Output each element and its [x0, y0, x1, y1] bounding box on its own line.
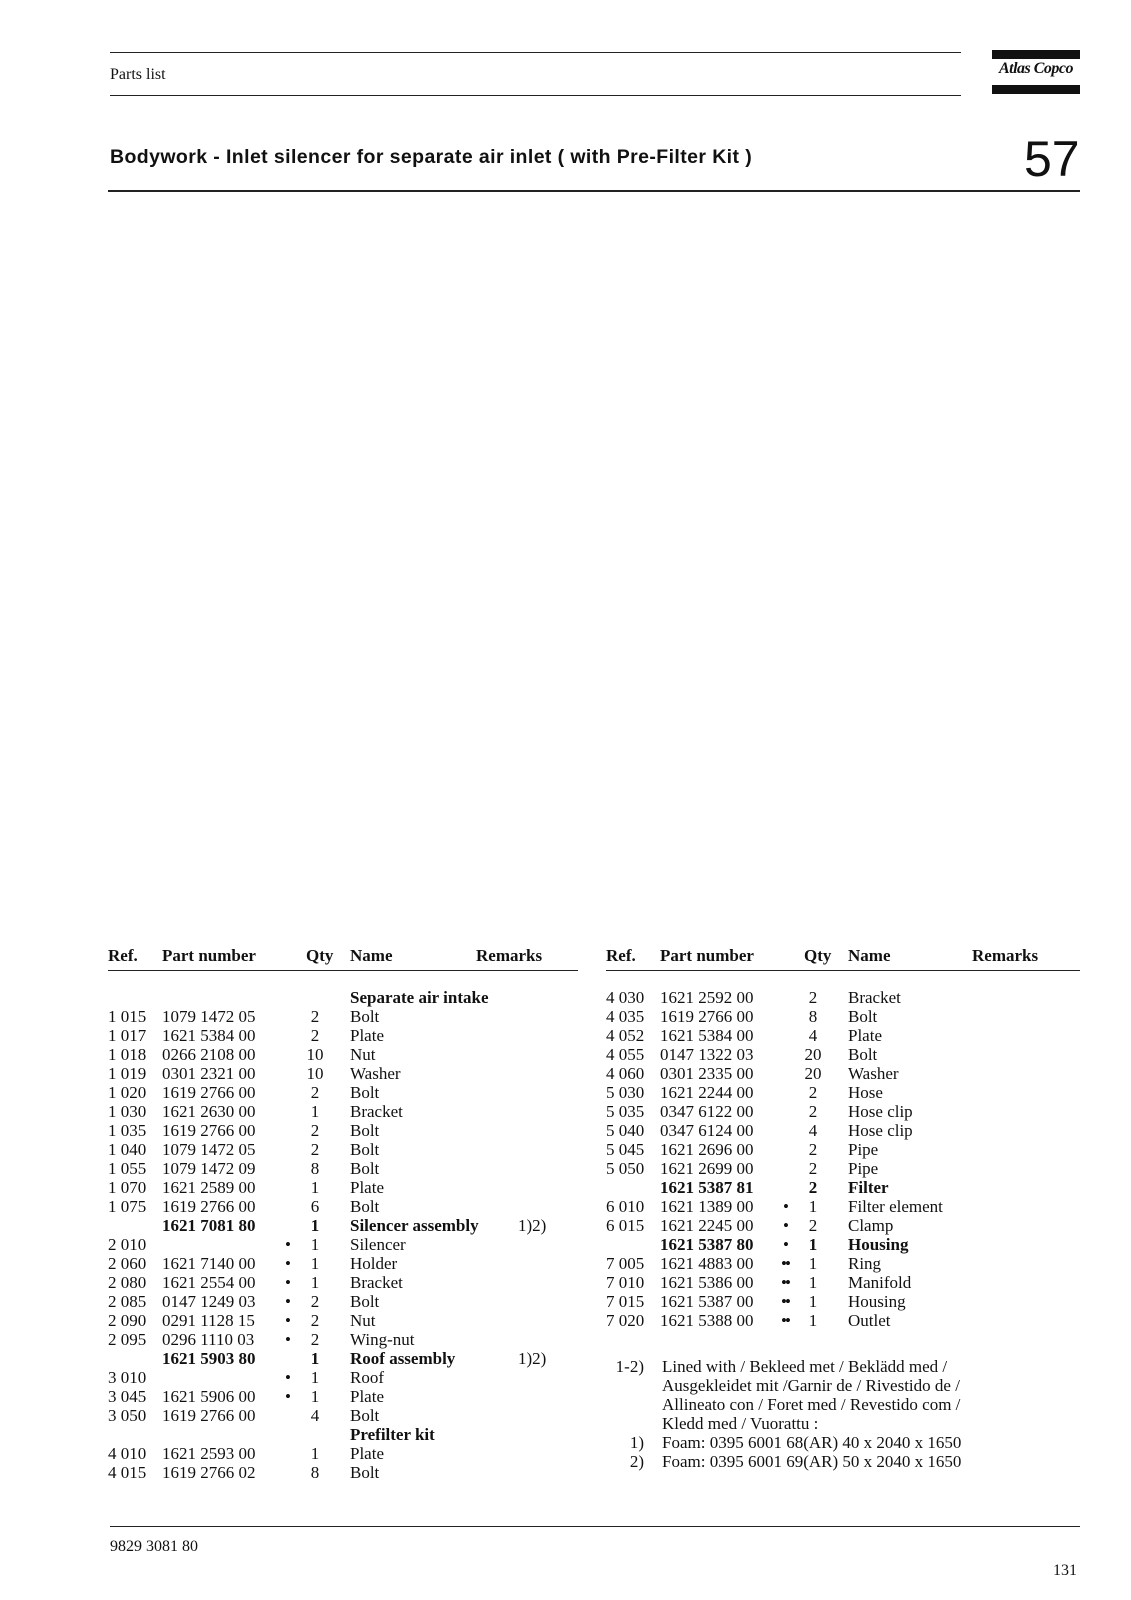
name-cell: Outlet [848, 1311, 891, 1330]
title-rule [108, 190, 1080, 192]
part-number-cell: 1621 2696 00 [660, 1140, 754, 1159]
name-cell: Plate [350, 1444, 384, 1463]
col-ref: Ref. [108, 946, 138, 965]
remarks-cell: 1)2) [518, 1216, 547, 1235]
ref-cell: 1 035 [108, 1121, 147, 1140]
note-line [610, 1414, 1080, 1433]
table-row [606, 1083, 1080, 1102]
note-text: Lined with / Bekleed met / Beklädd med / [662, 1357, 948, 1376]
header-bottom-rule [110, 95, 961, 96]
document-number: 9829 3081 80 [110, 1538, 198, 1555]
part-number-cell: 1619 2766 02 [162, 1463, 256, 1482]
name-cell: Pipe [848, 1140, 879, 1159]
note-label: 1-2) [615, 1357, 644, 1376]
table-row [606, 1121, 1080, 1140]
qty-cell: 4 [310, 1406, 320, 1425]
table-row [108, 1463, 578, 1482]
qty-cell: 1 [310, 1254, 320, 1273]
ref-cell: 3 045 [108, 1387, 147, 1406]
name-cell: Filter [848, 1178, 889, 1197]
table-row [606, 1064, 1080, 1083]
qty-cell: 2 [310, 1330, 320, 1349]
ref-cell: 3 010 [108, 1368, 147, 1387]
table-row [606, 1254, 1080, 1273]
level-bullet: • [285, 1292, 289, 1311]
qty-cell: 1 [808, 1254, 818, 1273]
ref-cell: 6 015 [606, 1216, 645, 1235]
ref-cell: 1 017 [108, 1026, 147, 1045]
table-row [606, 1140, 1080, 1159]
table-row [108, 1368, 578, 1387]
name-cell: Holder [350, 1254, 398, 1273]
table-row [606, 988, 1080, 1007]
ref-cell: 6 010 [606, 1197, 645, 1216]
qty-cell: 2 [310, 1007, 320, 1026]
table-row [108, 1311, 578, 1330]
ref-cell: 2 080 [108, 1273, 147, 1292]
ref-cell: 2 090 [108, 1311, 147, 1330]
part-number-cell: 0147 1249 03 [162, 1292, 256, 1311]
right-table-header [606, 946, 1080, 968]
table-row [606, 1235, 1080, 1254]
ref-cell: 1 018 [108, 1045, 147, 1064]
remarks-cell: 1)2) [518, 1349, 547, 1368]
col-part-number: Part number [162, 946, 256, 965]
name-cell: Bolt [350, 1159, 380, 1178]
level-bullet: • [783, 1197, 787, 1216]
part-number-cell: 1619 2766 00 [162, 1406, 256, 1425]
part-number-cell: 1621 2699 00 [660, 1159, 754, 1178]
part-number-cell: 0347 6124 00 [660, 1121, 754, 1140]
table-row [606, 1007, 1080, 1026]
ref-cell: 5 040 [606, 1121, 645, 1140]
part-number-cell: 0301 2335 00 [660, 1064, 754, 1083]
table-row [108, 1197, 578, 1216]
qty-cell: 10 [306, 1045, 324, 1064]
note-line [610, 1395, 1080, 1414]
col-ref: Ref. [606, 946, 636, 965]
ref-cell: 2 085 [108, 1292, 147, 1311]
name-cell: Roof [350, 1368, 384, 1387]
table-row [606, 1178, 1080, 1197]
name-cell: Bolt [350, 1121, 380, 1140]
name-cell: Manifold [848, 1273, 912, 1292]
name-cell: Hose [848, 1083, 883, 1102]
col-remarks: Remarks [476, 946, 543, 965]
level-bullet: •• [781, 1292, 789, 1311]
note-line [610, 1376, 1080, 1395]
table-row [108, 1273, 578, 1292]
qty-cell: 20 [804, 1064, 822, 1083]
table-row [606, 1159, 1080, 1178]
name-cell: Bolt [848, 1045, 878, 1064]
table-row [108, 1254, 578, 1273]
name-cell: Bolt [350, 1083, 380, 1102]
name-cell: Silencer assembly [350, 1216, 479, 1235]
name-cell: Hose clip [848, 1102, 913, 1121]
name-cell: Bolt [350, 1406, 380, 1425]
name-cell: Roof assembly [350, 1349, 456, 1368]
note-line [610, 1452, 1080, 1471]
col-part-number: Part number [660, 946, 754, 965]
ref-cell: 1 019 [108, 1064, 147, 1083]
table-row [108, 1235, 578, 1254]
part-number-cell: 1619 2766 00 [162, 1121, 256, 1140]
atlas-copco-logo [992, 50, 1080, 94]
qty-cell: 1 [808, 1235, 818, 1254]
qty-cell: 2 [310, 1026, 320, 1045]
qty-cell: 2 [310, 1140, 320, 1159]
qty-cell: 1 [808, 1197, 818, 1216]
name-cell: Bolt [350, 1007, 380, 1026]
note-text: Allineato con / Foret med / Revestido com / [662, 1395, 961, 1414]
note-text: Foam: 0395 6001 69(AR) 50 x 2040 x 1650 [662, 1452, 962, 1471]
part-number-cell: 1079 1472 05 [162, 1007, 256, 1026]
name-cell: Wing-nut [350, 1330, 415, 1349]
left-parts-table [108, 988, 578, 1482]
name-cell: Bolt [350, 1197, 380, 1216]
qty-cell: 8 [310, 1463, 320, 1482]
table-row [108, 1007, 578, 1026]
name-cell: Separate air intake [350, 988, 489, 1007]
part-number-cell: 0291 1128 15 [162, 1311, 255, 1330]
part-number-cell: 1621 2592 00 [660, 988, 754, 1007]
footer-rule [110, 1526, 1080, 1527]
part-number-cell: 1621 4883 00 [660, 1254, 754, 1273]
name-cell: Bracket [350, 1102, 403, 1121]
table-row [108, 988, 578, 1007]
ref-cell: 4 052 [606, 1026, 645, 1045]
qty-cell: 8 [808, 1007, 818, 1026]
part-number-cell: 1619 2766 00 [660, 1007, 754, 1026]
table-row [606, 1102, 1080, 1121]
ref-cell: 4 015 [108, 1463, 147, 1482]
qty-cell: 10 [306, 1064, 324, 1083]
table-row [108, 1349, 578, 1368]
note-label: 1) [629, 1433, 644, 1452]
ref-cell: 5 050 [606, 1159, 645, 1178]
ref-cell: 2 095 [108, 1330, 147, 1349]
table-row [108, 1425, 578, 1444]
ref-cell: 1 070 [108, 1178, 147, 1197]
qty-cell: 2 [310, 1121, 320, 1140]
ref-cell: 4 030 [606, 988, 645, 1007]
page-number: 131 [1053, 1562, 1077, 1579]
table-row [108, 1330, 578, 1349]
qty-cell: 2 [808, 988, 818, 1007]
name-cell: Bolt [350, 1140, 380, 1159]
part-number-cell: 1621 2244 00 [660, 1083, 754, 1102]
table-row [606, 1292, 1080, 1311]
table-row [606, 1311, 1080, 1330]
left-table-header [108, 946, 578, 968]
name-cell: Washer [848, 1064, 899, 1083]
part-number-cell: 1621 5384 00 [162, 1026, 256, 1045]
name-cell: Housing [848, 1235, 909, 1254]
table-row [108, 1140, 578, 1159]
ref-cell: 5 030 [606, 1083, 645, 1102]
table-row [108, 1064, 578, 1083]
note-text: Foam: 0395 6001 68(AR) 40 x 2040 x 1650 [662, 1433, 962, 1452]
name-cell: Clamp [848, 1216, 894, 1235]
qty-cell: 20 [804, 1045, 822, 1064]
part-number-cell: 1621 2589 00 [162, 1178, 256, 1197]
qty-cell: 1 [310, 1216, 320, 1235]
table-row [108, 1387, 578, 1406]
name-cell: Bolt [350, 1292, 380, 1311]
ref-cell: 4 035 [606, 1007, 645, 1026]
note-text: Ausgekleidet mit /Garnir de / Rivestido de / [662, 1376, 960, 1395]
qty-cell: 1 [310, 1349, 320, 1368]
level-bullet: • [285, 1387, 289, 1406]
name-cell: Hose clip [848, 1121, 913, 1140]
left-table-header-rule [108, 970, 578, 971]
qty-cell: 1 [310, 1368, 320, 1387]
table-row [606, 1045, 1080, 1064]
part-number-cell: 0301 2321 00 [162, 1064, 256, 1083]
col-qty: Qty [804, 946, 832, 965]
ref-cell: 4 055 [606, 1045, 645, 1064]
level-bullet: • [285, 1254, 289, 1273]
qty-cell: 2 [808, 1083, 818, 1102]
level-bullet: • [285, 1235, 289, 1254]
name-cell: Prefilter kit [350, 1425, 435, 1444]
name-cell: Filter element [848, 1197, 943, 1216]
part-number-cell: 1079 1472 09 [162, 1159, 256, 1178]
part-number-cell: 0347 6122 00 [660, 1102, 754, 1121]
col-remarks: Remarks [972, 946, 1039, 965]
name-cell: Silencer [350, 1235, 406, 1254]
name-cell: Nut [350, 1045, 376, 1064]
table-row [606, 1273, 1080, 1292]
part-number-cell: 0296 1110 03 [162, 1330, 255, 1349]
qty-cell: 6 [310, 1197, 320, 1216]
qty-cell: 2 [310, 1083, 320, 1102]
part-number-cell: 1621 5386 00 [660, 1273, 754, 1292]
level-bullet: •• [781, 1254, 789, 1273]
qty-cell: 1 [310, 1178, 320, 1197]
qty-cell: 2 [808, 1216, 818, 1235]
qty-cell: 1 [808, 1273, 818, 1292]
qty-cell: 2 [808, 1140, 818, 1159]
part-number-cell: 1621 5387 80 [660, 1235, 754, 1254]
name-cell: Bracket [350, 1273, 403, 1292]
table-row [108, 1121, 578, 1140]
level-bullet: • [783, 1216, 787, 1235]
level-bullet: • [285, 1330, 289, 1349]
page-title: Bodywork - Inlet silencer for separate air inlet ( with Pre-Filter Kit ) [110, 146, 753, 168]
ref-cell: 4 010 [108, 1444, 147, 1463]
ref-cell: 2 010 [108, 1235, 147, 1254]
ref-cell: 1 030 [108, 1102, 147, 1121]
header-top-rule [110, 52, 961, 53]
table-row [108, 1444, 578, 1463]
qty-cell: 1 [808, 1292, 818, 1311]
table-row [108, 1178, 578, 1197]
ref-cell: 7 020 [606, 1311, 645, 1330]
ref-cell: 1 040 [108, 1140, 147, 1159]
part-number-cell: 1621 2245 00 [660, 1216, 754, 1235]
part-number-cell: 1621 5903 80 [162, 1349, 256, 1368]
part-number-cell: 0147 1322 03 [660, 1045, 754, 1064]
remarks-notes [610, 1357, 1080, 1471]
part-number-cell: 1621 7081 80 [162, 1216, 256, 1235]
name-cell: Plate [350, 1387, 384, 1406]
ref-cell: 1 075 [108, 1197, 147, 1216]
qty-cell: 4 [808, 1026, 818, 1045]
note-line [610, 1357, 1080, 1376]
ref-cell: 7 010 [606, 1273, 645, 1292]
name-cell: Bolt [350, 1463, 380, 1482]
table-row [108, 1026, 578, 1045]
qty-cell: 2 [808, 1102, 818, 1121]
name-cell: Washer [350, 1064, 401, 1083]
part-number-cell: 1621 5388 00 [660, 1311, 754, 1330]
qty-cell: 1 [310, 1235, 320, 1254]
ref-cell: 1 015 [108, 1007, 147, 1026]
table-row [108, 1216, 578, 1235]
note-text: Kledd med / Vuorattu : [662, 1414, 819, 1433]
ref-cell: 1 020 [108, 1083, 147, 1102]
right-table-header-rule [606, 970, 1080, 971]
level-bullet: •• [781, 1311, 789, 1330]
table-row [606, 1026, 1080, 1045]
table-row [606, 1216, 1080, 1235]
table-row [606, 1197, 1080, 1216]
ref-cell: 2 060 [108, 1254, 147, 1273]
name-cell: Nut [350, 1311, 376, 1330]
logo-text: Atlas Copco [998, 60, 1074, 77]
part-number-cell: 1621 5906 00 [162, 1387, 256, 1406]
illustration-area [108, 200, 1080, 920]
ref-cell: 5 035 [606, 1102, 645, 1121]
part-number-cell: 1621 1389 00 [660, 1197, 754, 1216]
part-number-cell: 1621 2554 00 [162, 1273, 256, 1292]
qty-cell: 1 [310, 1444, 320, 1463]
part-number-cell: 1621 5387 81 [660, 1178, 754, 1197]
level-bullet: • [783, 1235, 787, 1254]
note-label: 2) [629, 1452, 644, 1471]
part-number-cell: 1621 2630 00 [162, 1102, 256, 1121]
col-name: Name [350, 946, 393, 965]
qty-cell: 2 [310, 1292, 320, 1311]
ref-cell: 7 015 [606, 1292, 645, 1311]
name-cell: Plate [848, 1026, 882, 1045]
level-bullet: • [285, 1368, 289, 1387]
name-cell: Bracket [848, 988, 901, 1007]
right-parts-table [606, 988, 1080, 1330]
name-cell: Bolt [848, 1007, 878, 1026]
ref-cell: 1 055 [108, 1159, 147, 1178]
table-row [108, 1083, 578, 1102]
part-number-cell: 1621 2593 00 [162, 1444, 256, 1463]
table-row [108, 1406, 578, 1425]
name-cell: Pipe [848, 1159, 879, 1178]
qty-cell: 2 [808, 1159, 818, 1178]
ref-cell: 4 060 [606, 1064, 645, 1083]
level-bullet: •• [781, 1273, 789, 1292]
logo-bar-top [992, 50, 1080, 59]
level-bullet: • [285, 1273, 289, 1292]
part-number-cell: 1619 2766 00 [162, 1197, 256, 1216]
table-row [108, 1045, 578, 1064]
ref-cell: 3 050 [108, 1406, 147, 1425]
part-number-cell: 1621 7140 00 [162, 1254, 256, 1273]
qty-cell: 1 [808, 1311, 818, 1330]
qty-cell: 4 [808, 1121, 818, 1140]
name-cell: Housing [848, 1292, 906, 1311]
qty-cell: 1 [310, 1273, 320, 1292]
section-label: Parts list [110, 66, 166, 83]
chapter-number: 57 [1024, 131, 1080, 187]
table-row [108, 1102, 578, 1121]
col-name: Name [848, 946, 891, 965]
logo-bar-bottom [992, 85, 1080, 94]
qty-cell: 2 [310, 1311, 320, 1330]
ref-cell: 7 005 [606, 1254, 645, 1273]
name-cell: Plate [350, 1178, 384, 1197]
part-number-cell: 1621 5387 00 [660, 1292, 754, 1311]
part-number-cell: 1621 5384 00 [660, 1026, 754, 1045]
table-row [108, 1159, 578, 1178]
col-qty: Qty [306, 946, 334, 965]
part-number-cell: 1079 1472 05 [162, 1140, 256, 1159]
level-bullet: • [285, 1311, 289, 1330]
note-line [610, 1433, 1080, 1452]
table-row [108, 1292, 578, 1311]
ref-cell: 5 045 [606, 1140, 645, 1159]
name-cell: Plate [350, 1026, 384, 1045]
part-number-cell: 1619 2766 00 [162, 1083, 256, 1102]
qty-cell: 1 [310, 1387, 320, 1406]
qty-cell: 8 [310, 1159, 320, 1178]
name-cell: Ring [848, 1254, 882, 1273]
qty-cell: 1 [310, 1102, 320, 1121]
part-number-cell: 0266 2108 00 [162, 1045, 256, 1064]
qty-cell: 2 [808, 1178, 818, 1197]
